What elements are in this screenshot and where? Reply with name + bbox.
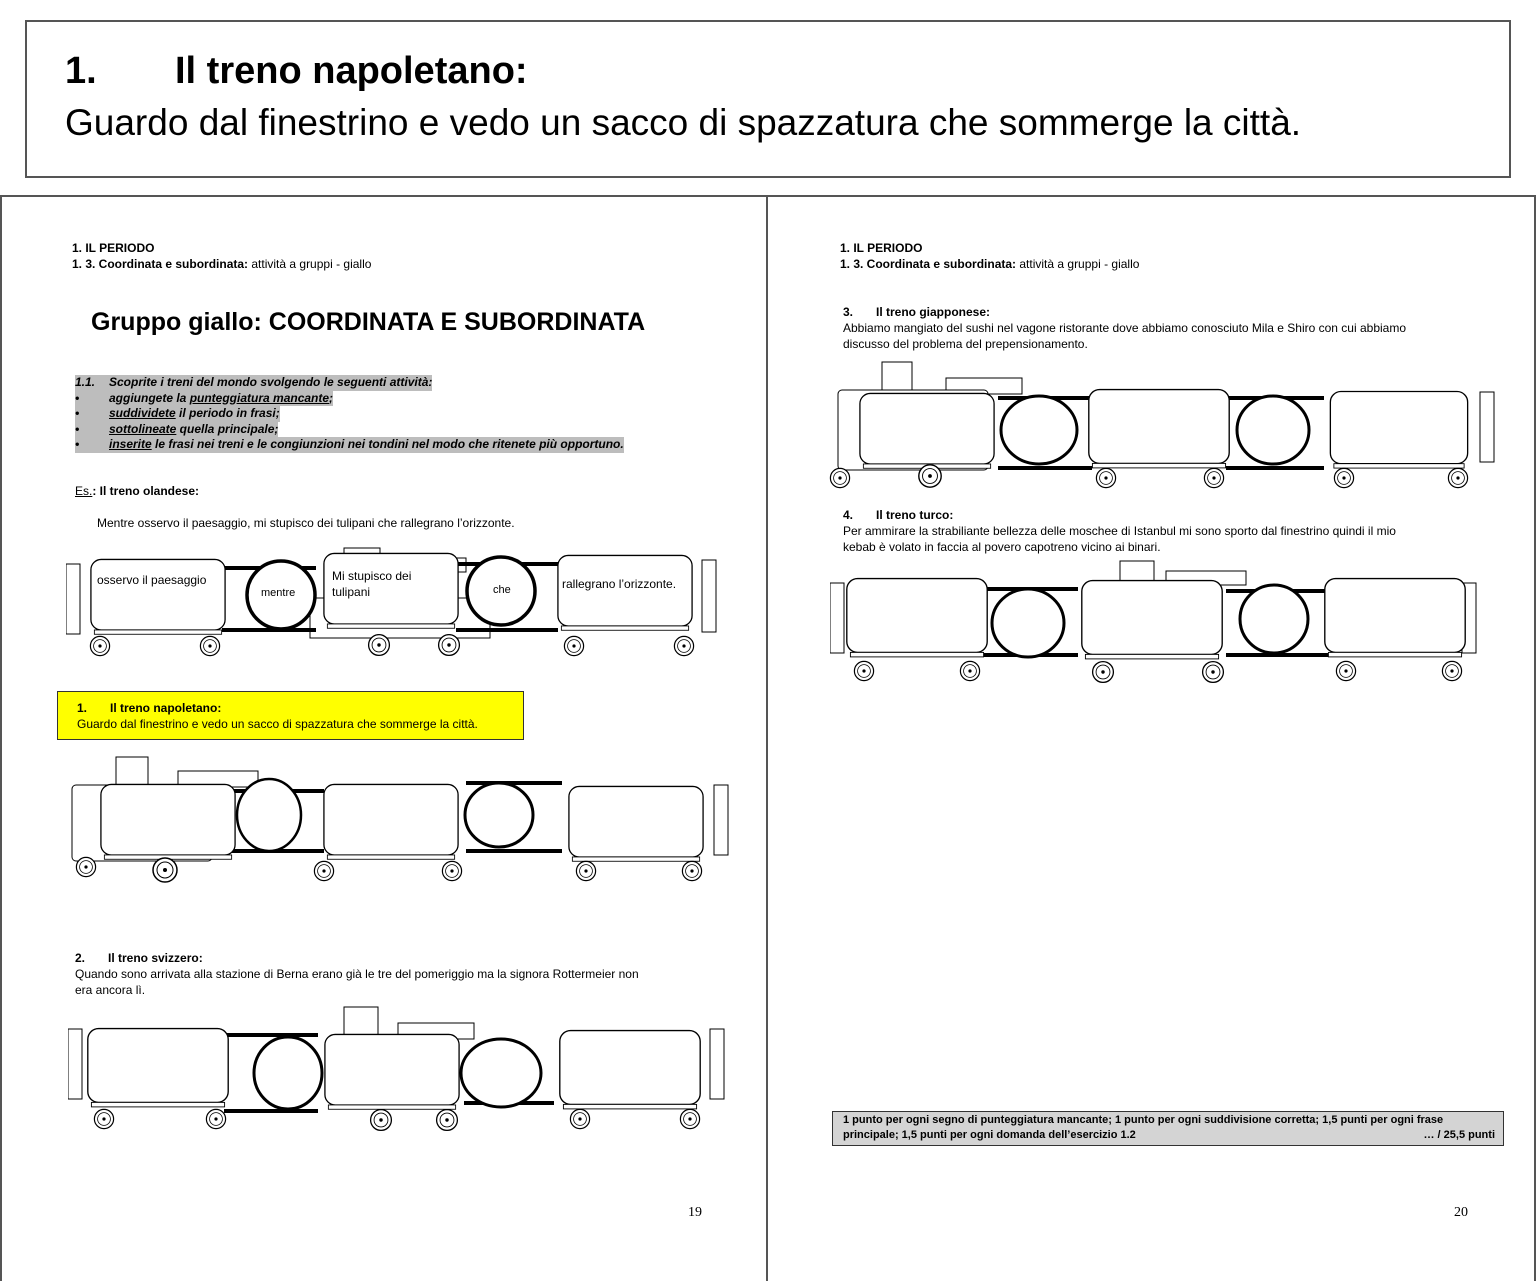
example-sentence: Mentre osservo il paesaggio, mi stupisco dei tulipani che rallegrano l’orizzonte. [97, 516, 515, 530]
header-line1: 1. IL PERIODO [72, 241, 155, 255]
banner-title-text: Il treno napoletano: [175, 50, 528, 92]
bullet: • [75, 421, 80, 436]
banner [25, 20, 1511, 178]
header-line2-rest: attività a gruppi - giallo [248, 257, 372, 271]
instructions [75, 375, 624, 453]
highlighted-exercise [57, 691, 524, 740]
train-svizzero [68, 1003, 732, 1133]
bullet: • [75, 406, 80, 420]
instr-item-1-pre: aggiungete la [109, 390, 190, 405]
ex3-num: 3. [843, 305, 854, 319]
instr-item-3-post: quella principale; [176, 421, 279, 436]
score-line2: principale; 1,5 punti per ogni domanda dell’esercizio 1.2 [843, 1129, 1136, 1141]
ex2-num: 2. [75, 951, 86, 965]
instructions-intro: Scoprite i treni del mondo svolgendo le seguenti attività: [109, 375, 433, 389]
instructions-num: 1.1. [75, 375, 96, 389]
header-line2-rest: attività a gruppi - giallo [1016, 257, 1140, 271]
wagon-label: rallegrano l’orizzonte. [562, 577, 677, 591]
ex1-text: Guardo dal finestrino e vedo un sacco di spazzatura che sommerge la città. [77, 717, 478, 731]
train-svizzero-drawing [68, 1003, 732, 1133]
banner-sentence: Guardo dal finestrino e vedo un sacco di spazzatura che sommerge la città. [65, 102, 1302, 143]
right-header [840, 240, 1139, 272]
train-example [66, 538, 726, 658]
ex3 [843, 304, 1406, 352]
bullet: • [75, 437, 80, 451]
train-example-drawing [66, 538, 726, 658]
score-total: … / 25,5 punti [1423, 1129, 1495, 1141]
train-turco [830, 559, 1480, 689]
circle-label: che [493, 584, 511, 596]
ex4-num: 4. [843, 508, 854, 522]
ex1-title: Il treno napoletano: [110, 701, 222, 715]
wagon-label: Mi stupisco dei [332, 569, 412, 583]
wagon-label: tulipani [332, 585, 371, 599]
ex2-text-line1: Quando sono arrivata alla stazione di Berna erano già le tre del pomeriggio ma la signora Rottermeier non [75, 967, 639, 981]
ex4-text-line2: kebab è volato in faccia al povero capotreno vicino ai binari. [843, 540, 1161, 554]
ex4-text-line1: Per ammirare la strabiliante bellezza delle moschee di Istanbul mi sono sporto dal finestrino quindi il mio [843, 524, 1396, 538]
page-heading: Gruppo giallo: COORDINATA E SUBORDINATA [91, 308, 646, 336]
example-label: Es. [75, 484, 93, 498]
train-giapponese [826, 358, 1500, 490]
train-napoletano [62, 755, 734, 885]
train-giapponese-drawing [826, 358, 1500, 490]
instr-item-1-u: punteggiatura mancante [189, 390, 330, 405]
score-line1: 1 punto per ogni segno di punteggiatura mancante; 1 punto per ogni suddivisione corretta; 1,5 punti per ogni frase [843, 1114, 1444, 1126]
ex4-title: Il treno turco: [876, 508, 954, 522]
ex3-title: Il treno giapponese: [876, 305, 991, 319]
example-title [75, 484, 199, 498]
instr-item-4-post: le frasi nei treni e le congiunzioni nei tondini nel modo che ritenete più opportuno. [151, 437, 624, 451]
ex3-text-line2: discusso del problema del prepensionamento. [843, 337, 1088, 351]
banner-number: 1. [65, 50, 97, 92]
header-line2-bold: 1. 3. Coordinata e subordinata: [72, 257, 249, 271]
instr-item-4-u: inserite [109, 437, 152, 451]
example-title-text: : Il treno olandese: [92, 484, 200, 498]
left-header [72, 240, 371, 272]
header-line1: 1. IL PERIODO [840, 241, 923, 255]
page-number: 20 [1454, 1205, 1468, 1220]
left-page [0, 195, 766, 1281]
ex2-text-line2: era ancora lì. [75, 983, 146, 997]
instr-item-2-post: il periodo in frasi; [175, 406, 280, 420]
ex3-text-line1: Abbiamo mangiato del sushi nel vagone ristorante dove abbiamo conosciuto Mila e Shiro con cui abbiamo [843, 321, 1406, 335]
train-napoletano-drawing [62, 755, 734, 885]
instr-item-3-u: sottolineate [109, 421, 177, 436]
ex2 [75, 950, 639, 998]
instr-item-2-u: suddividete [109, 406, 176, 420]
score-box [832, 1111, 1504, 1146]
ex2-title: Il treno svizzero: [108, 951, 203, 965]
ex4 [843, 507, 1396, 555]
page-number: 19 [688, 1205, 702, 1220]
train-turco-drawing [830, 559, 1480, 689]
header-line2-bold: 1. 3. Coordinata e subordinata: [840, 257, 1017, 271]
banner-title [65, 50, 528, 93]
ex1-num: 1. [77, 701, 88, 715]
circle-label: mentre [261, 587, 296, 599]
instr-item-1-post: ; [329, 390, 334, 405]
wagon-label: osservo il paesaggio [97, 573, 207, 587]
bullet: • [75, 390, 80, 405]
